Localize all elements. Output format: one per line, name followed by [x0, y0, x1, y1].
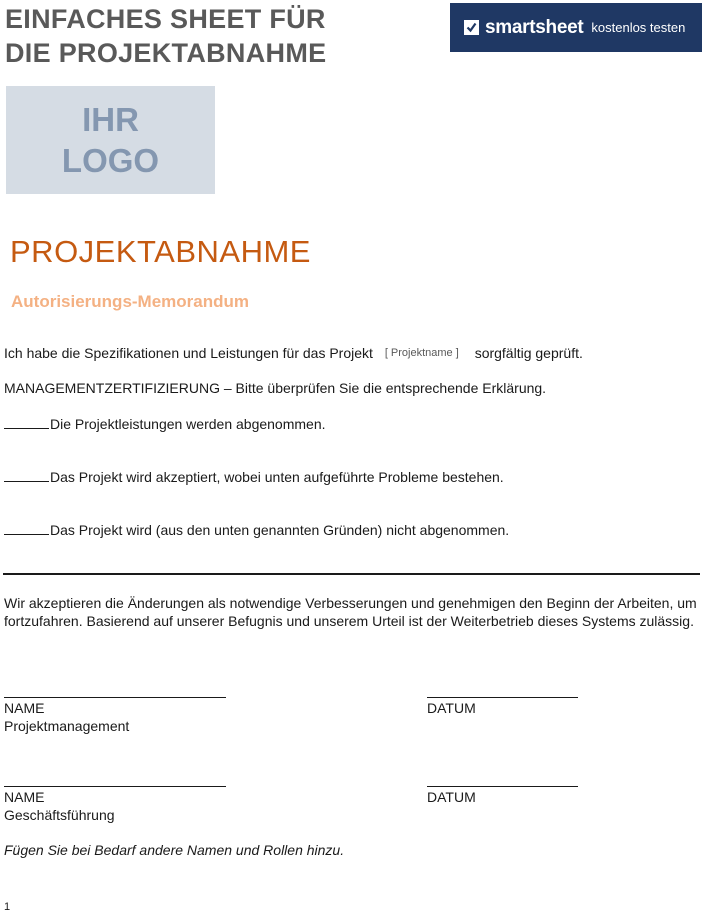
- date-label: DATUM: [427, 789, 476, 805]
- document-title-line2: DIE PROJEKTABNAHME: [5, 38, 327, 68]
- acceptance-paragraph: Wir akzeptieren die Änderungen als notwendige Verbesserungen und genehmigen den Beginn der Arbeiten, um fortzufahren. Basierend auf unserer Befugnis und unserem Urteil ist der Weiterbetrieb dieses Systems zulässig.: [4, 595, 697, 629]
- option-label: Die Projektleistungen werden abgenommen.: [50, 416, 326, 432]
- free-trial-label: kostenlos testen: [591, 20, 686, 35]
- date-signature-line[interactable]: [427, 697, 578, 698]
- name-label: NAME: [4, 700, 45, 716]
- section-heading: PROJEKTABNAHME: [10, 234, 311, 269]
- check-blank[interactable]: [4, 414, 49, 429]
- smartsheet-brand: smartsheet: [485, 16, 584, 38]
- name-label: NAME: [4, 789, 45, 805]
- logo-text-line2: LOGO: [61, 142, 160, 179]
- intro-statement: [4, 344, 583, 364]
- option-label: Das Projekt wird akzeptiert, wobei unten aufgeführte Probleme bestehen.: [50, 469, 504, 485]
- intro-before: Ich habe die Spezifikationen und Leistungen für das Projekt: [4, 345, 373, 361]
- name-signature-line[interactable]: [4, 697, 226, 698]
- option-accepted-with-issues: [4, 467, 504, 486]
- logo-text-line1: IHR: [82, 101, 139, 138]
- document-title-line1: EINFACHES SHEET FÜR: [5, 4, 326, 34]
- smartsheet-check-icon: [464, 20, 479, 35]
- check-blank[interactable]: [4, 467, 49, 482]
- additional-names-note: Fügen Sie bei Bedarf andere Namen und Rollen hinzu.: [4, 842, 345, 858]
- section-divider: [3, 573, 700, 575]
- document-title: [5, 2, 326, 70]
- check-blank[interactable]: [4, 520, 49, 535]
- date-label: DATUM: [427, 700, 476, 716]
- page-number: 1: [4, 901, 11, 913]
- role-label: Projektmanagement: [4, 718, 130, 734]
- option-label: Das Projekt wird (aus den unten genannten Gründen) nicht abgenommen.: [50, 522, 510, 538]
- section-subheading: Autorisierungs-Memorandum: [11, 292, 250, 311]
- role-label: Geschäftsführung: [4, 807, 115, 823]
- management-certification: MANAGEMENTZERTIFIZIERUNG – Bitte überprüfen Sie die entsprechende Erklärung.: [4, 380, 547, 396]
- project-name-field[interactable]: [ Projektname ]: [384, 347, 459, 359]
- logo-placeholder[interactable]: [6, 86, 215, 194]
- option-rejected: [4, 520, 509, 539]
- option-accepted: [4, 414, 326, 433]
- date-signature-line[interactable]: [427, 786, 578, 787]
- intro-after: sorgfältig geprüft.: [474, 345, 583, 361]
- smartsheet-banner-link[interactable]: [450, 3, 702, 52]
- name-signature-line[interactable]: [4, 786, 226, 787]
